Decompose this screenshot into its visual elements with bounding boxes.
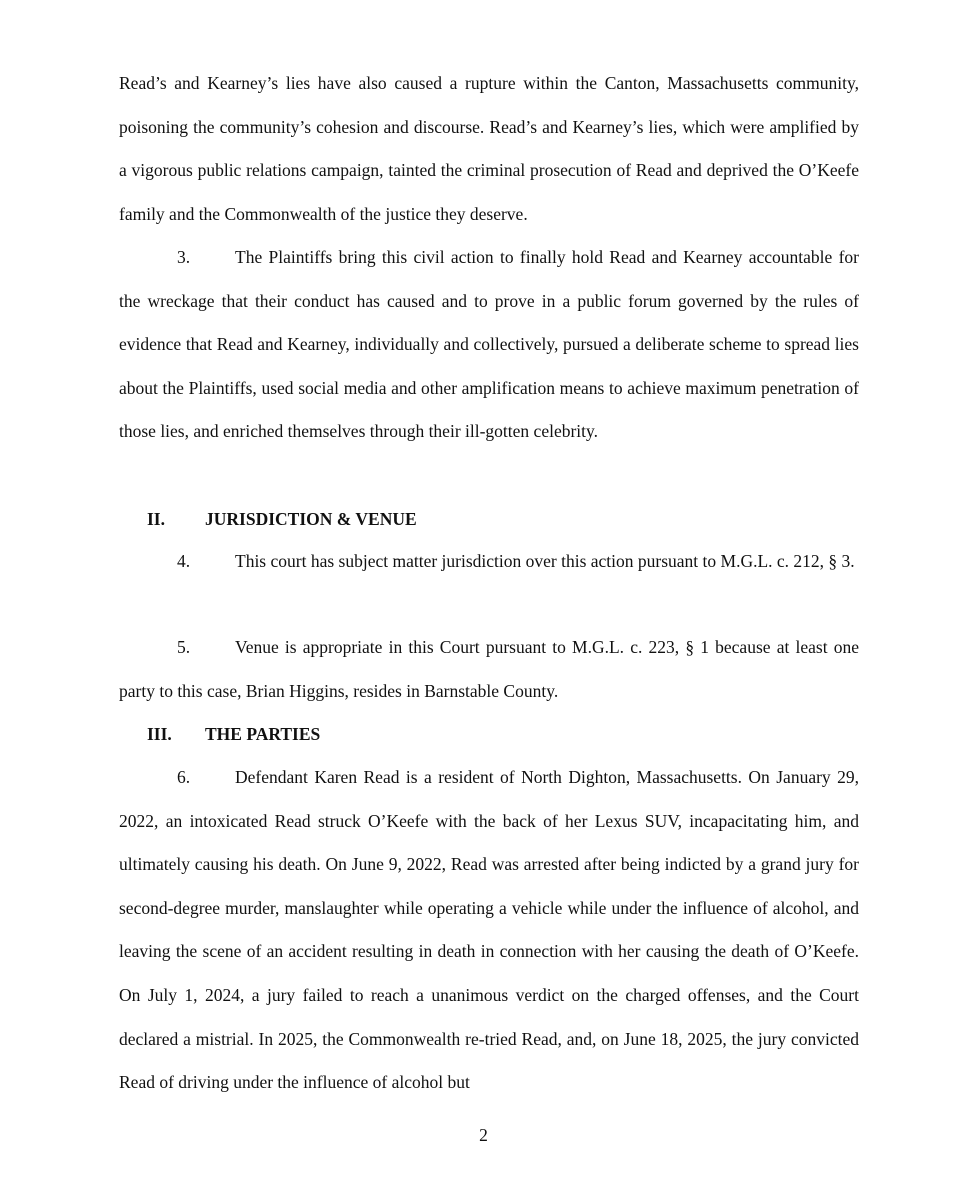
section-title: THE PARTIES: [205, 724, 321, 744]
paragraph-4-text: This court has subject matter jurisdiction over this action pursuant to M.G.L. c. 212, § 3.: [235, 551, 855, 571]
paragraph-6: [119, 756, 859, 1105]
paragraph-4-number: 4.: [177, 551, 191, 571]
section-numeral: III.: [147, 724, 172, 744]
paragraph-6-number: 6.: [177, 767, 191, 787]
paragraph-5: [119, 626, 859, 713]
paragraph-2-continued: Read’s and Kearney’s lies have also caused a rupture within the Canton, Massachusetts community, poisoning the community’s cohesion and discourse. Read’s and Kearney’s lies, which were amplified by a vigorous public relations campaign, tainted the criminal prosecution of Read and deprived the O’Keefe family and the Commonwealth of the justice they deserve.: [119, 73, 859, 224]
paragraph-5-text: Venue is appropriate in this Court pursuant to M.G.L. c. 223, § 1 because at least one party to this case, Brian Higgins, resides in Barnstable County.: [119, 637, 859, 701]
paragraph-3-text: The Plaintiffs bring this civil action to finally hold Read and Kearney accountable for the wreckage that their conduct has caused and to prove in a public forum governed by the rules of evidence that Read and Kearney, individually and collectively, pursued a deliberate scheme to spread lies about the Plaintiffs, used social media and other amplification means to achieve maximum penetration of those lies, and enriched themselves through their ill-gotten celebrity.: [119, 247, 859, 442]
page-number: 2: [479, 1125, 488, 1145]
paragraph-3: [119, 236, 859, 454]
paragraph-6-text: Defendant Karen Read is a resident of North Dighton, Massachusetts. On January 29, 2022, an intoxicated Read struck O’Keefe with the back of her Lexus SUV, incapacitating him, and ultimately causing his death. On June 9, 2022, Read was arrested after being indicted by a grand jury for second-degree murder, manslaughter while operating a vehicle while under the influence of alcohol, and leaving the scene of an accident resulting in death in connection with her causing the death of O’Keefe. On July 1, 2024, a jury failed to reach a unanimous verdict on the charged offenses, and the Court declared a mistrial. In 2025, the Commonwealth re-tried Read, and, on June 18, 2025, the jury convicted Read of driving under the influence of alcohol but: [119, 767, 859, 1093]
section-heading-parties: [147, 723, 320, 745]
paragraph-4: [119, 540, 859, 584]
section-numeral: II.: [147, 509, 165, 529]
paragraph-3-number: 3.: [177, 247, 191, 267]
paragraph-5-number: 5.: [177, 637, 191, 657]
section-title: JURISDICTION & VENUE: [205, 509, 417, 529]
section-heading-jurisdiction: [147, 508, 417, 530]
